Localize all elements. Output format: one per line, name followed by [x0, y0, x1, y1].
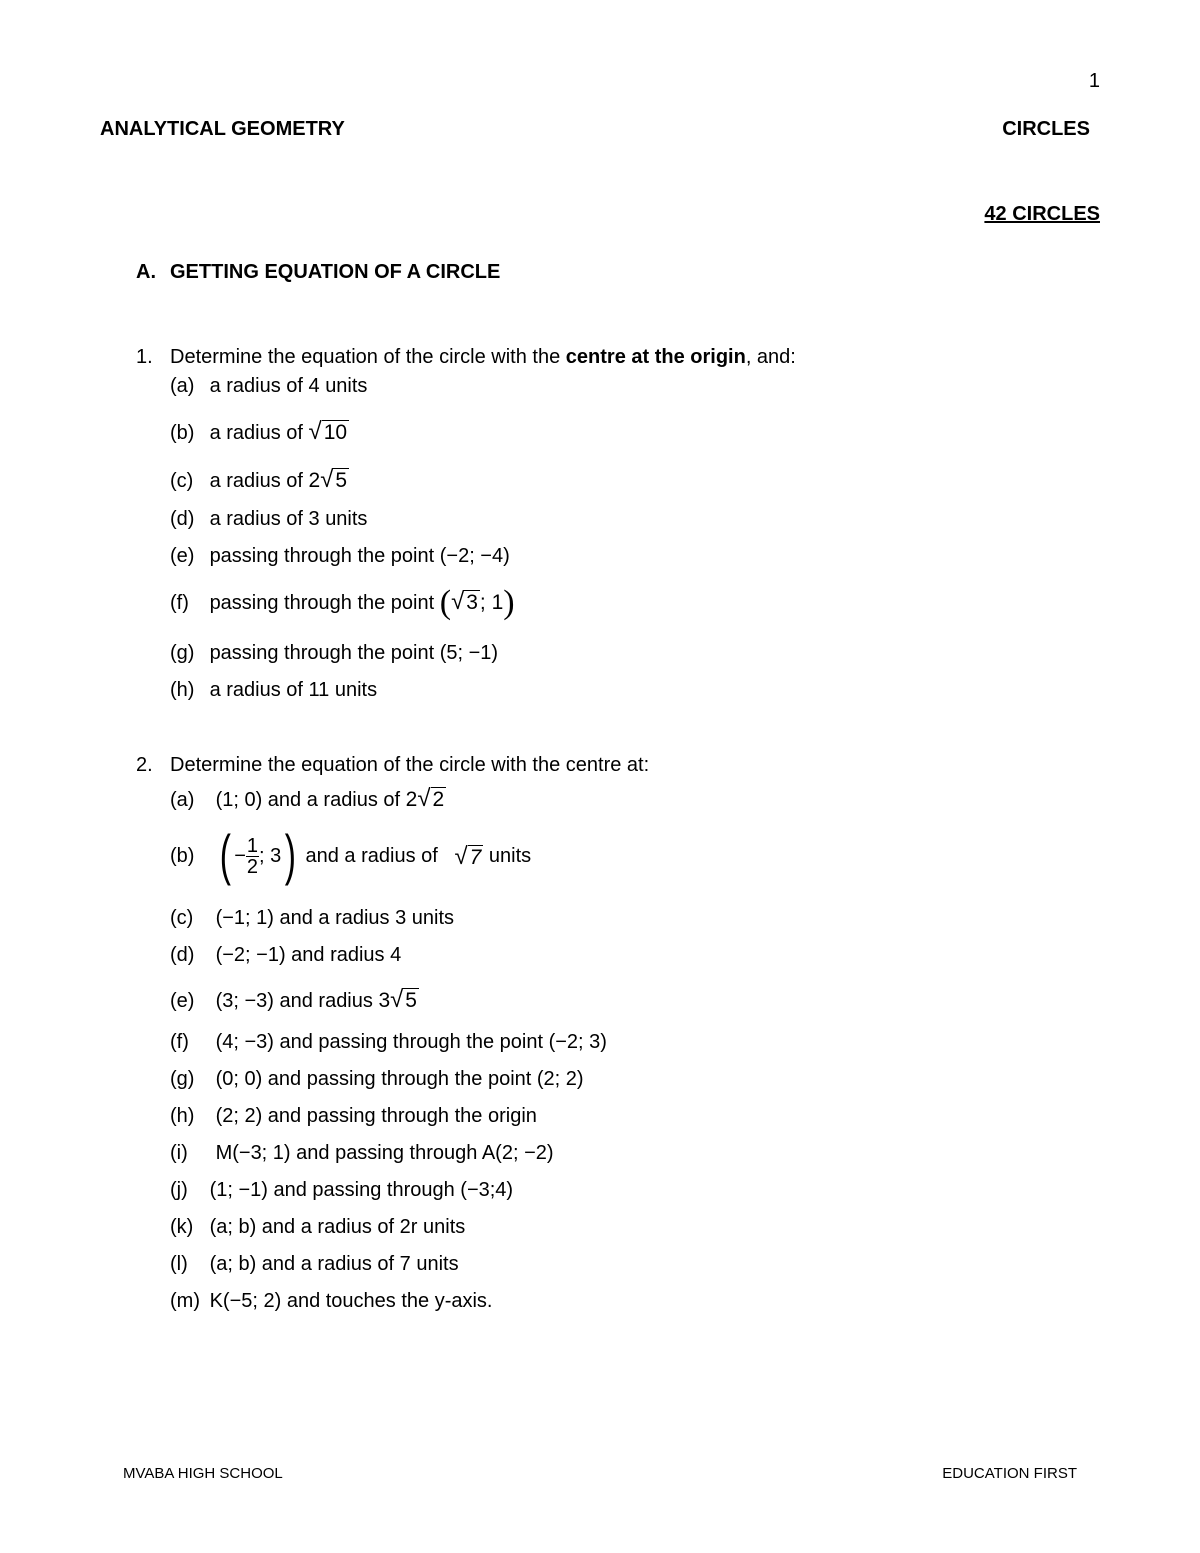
sqrt-expression [417, 785, 446, 813]
footer-motto: EDUCATION FIRST [942, 1465, 1077, 1482]
q2-text: Determine the equation of the circle with the centre at: [170, 754, 650, 776]
item-text: a radius of 3 units [209, 508, 368, 530]
radical-sign: √ [320, 466, 334, 493]
sqrt-expression [309, 418, 350, 446]
q1-item-a [170, 375, 367, 398]
item-label: (f) [170, 1031, 189, 1053]
item-label: (j) [170, 1179, 188, 1201]
item-text: (−1; 1) and a radius 3 units [215, 907, 455, 929]
sqrt-expression [320, 466, 349, 494]
q1-text-after: , and: [745, 346, 796, 368]
item-text: (−2; −1) and radius 4 [215, 944, 402, 966]
coefficient: 2 [405, 788, 418, 811]
item-text: a radius of [209, 470, 309, 492]
section-heading [136, 261, 500, 284]
item-label: (l) [170, 1253, 188, 1275]
q2-item-l [170, 1253, 459, 1276]
left-paren: ( [439, 584, 452, 621]
question-2-prompt [136, 754, 649, 777]
item-label: (c) [170, 907, 194, 929]
q2-item-i [170, 1142, 554, 1165]
item-text: passing through the point (−2; −4) [209, 545, 510, 567]
footer-school: MVABA HIGH SCHOOL [123, 1465, 283, 1482]
q1-item-h [170, 679, 377, 702]
item-text: (2; 2) and passing through the origin [215, 1105, 537, 1127]
topic-title: 42 CIRCLES [984, 203, 1100, 225]
radicand: 2 [432, 788, 445, 811]
item-label: (k) [170, 1216, 194, 1238]
q1-item-c [170, 466, 349, 494]
item-text: (4; −3) and passing through the point (−2; 3) [215, 1031, 607, 1053]
q2-item-e [170, 986, 419, 1014]
q1-item-f [170, 584, 515, 622]
sqrt-expression [390, 986, 419, 1014]
radical-sign: √ [390, 986, 404, 1013]
q2-item-k [170, 1216, 465, 1239]
section-letter: A. [136, 261, 156, 283]
radicand: 10 [323, 421, 348, 444]
fraction [246, 836, 259, 877]
item-label: (e) [170, 545, 195, 567]
radical-sign: √ [451, 588, 465, 615]
item-label: (a) [170, 375, 195, 397]
fraction-numerator: 1 [246, 835, 259, 858]
question-number: 1. [136, 346, 153, 368]
q2-item-j [170, 1179, 513, 1202]
radicand: 7 [469, 845, 482, 869]
item-text: passing through the point (5; −1) [209, 642, 499, 664]
radicand: 5 [335, 469, 348, 492]
item-label: (e) [170, 990, 195, 1012]
item-label: (f) [170, 592, 189, 614]
coefficient: 2 [308, 469, 321, 492]
section-title: GETTING EQUATION OF A CIRCLE [170, 261, 501, 283]
sqrt-expression [451, 588, 480, 616]
q1-item-e [170, 545, 510, 568]
radical-sign: √ [454, 842, 468, 870]
q1-text-before: Determine the equation of the circle with the [170, 346, 566, 368]
q1-item-b [170, 418, 349, 446]
q2-item-g [170, 1068, 584, 1091]
point-rest: ; 1 [479, 591, 504, 614]
radicand: 5 [405, 989, 417, 1012]
page-number: 1 [1088, 70, 1100, 92]
item-label: (g) [170, 1068, 195, 1090]
question-number: 2. [136, 754, 153, 776]
sqrt-expression [455, 843, 484, 871]
q1-text-bold: centre at the origin [565, 346, 746, 368]
item-text: K(−5; 2) and touches the y-axis. [209, 1290, 493, 1312]
q1-item-g [170, 642, 498, 665]
item-suffix: units [483, 845, 532, 868]
item-text: a radius of 4 units [209, 375, 368, 397]
radicand: 3 [466, 591, 478, 614]
item-text: (0; 0) and passing through the point (2; 2) [215, 1068, 584, 1090]
coefficient: 3 [378, 989, 391, 1012]
item-label: (b) [170, 845, 195, 868]
q2-item-h [170, 1105, 537, 1128]
header-subject: ANALYTICAL GEOMETRY [100, 118, 345, 140]
point-rest: ; 3 [259, 845, 282, 868]
q2-item-c [170, 907, 454, 930]
fraction-denominator: 2 [246, 856, 259, 879]
item-label: (d) [170, 508, 195, 530]
item-text: passing through the point [209, 592, 440, 614]
question-1-prompt [136, 346, 796, 369]
q2-item-f [170, 1031, 607, 1054]
item-label: (h) [170, 679, 195, 701]
item-text: (1; −1) and passing through (−3;4) [209, 1179, 514, 1201]
q2-item-a [170, 785, 446, 813]
header-topic: CIRCLES [1002, 118, 1090, 140]
item-text: a radius of 11 units [209, 679, 378, 701]
item-label: (d) [170, 944, 195, 966]
item-text: (a; b) and a radius of 2r units [209, 1216, 466, 1238]
right-paren: ) [285, 823, 297, 886]
item-label: (c) [170, 470, 194, 492]
q2-item-b [170, 822, 531, 887]
radical-sign: √ [417, 785, 431, 812]
left-paren: ( [219, 823, 231, 886]
item-text: (a; b) and a radius of 7 units [209, 1253, 459, 1275]
right-paren: ) [503, 584, 515, 621]
item-label: (h) [170, 1105, 195, 1127]
item-label: (m) [170, 1290, 200, 1312]
item-text: and a radius of [299, 845, 444, 868]
item-label: (i) [170, 1142, 188, 1164]
radical-sign: √ [308, 418, 322, 445]
item-text: (3; −3) and radius [215, 990, 379, 1012]
item-label: (g) [170, 642, 195, 664]
q2-item-m [170, 1290, 493, 1313]
item-label: (a) [170, 789, 195, 811]
q1-item-d [170, 508, 367, 531]
item-text: M(−3; 1) and passing through A(2; −2) [215, 1142, 554, 1164]
q2-item-d [170, 944, 401, 967]
item-label: (b) [170, 422, 195, 444]
fraction-sign: − [234, 845, 246, 868]
item-text: (1; 0) and a radius of [215, 789, 406, 811]
item-text: a radius of [209, 422, 309, 444]
